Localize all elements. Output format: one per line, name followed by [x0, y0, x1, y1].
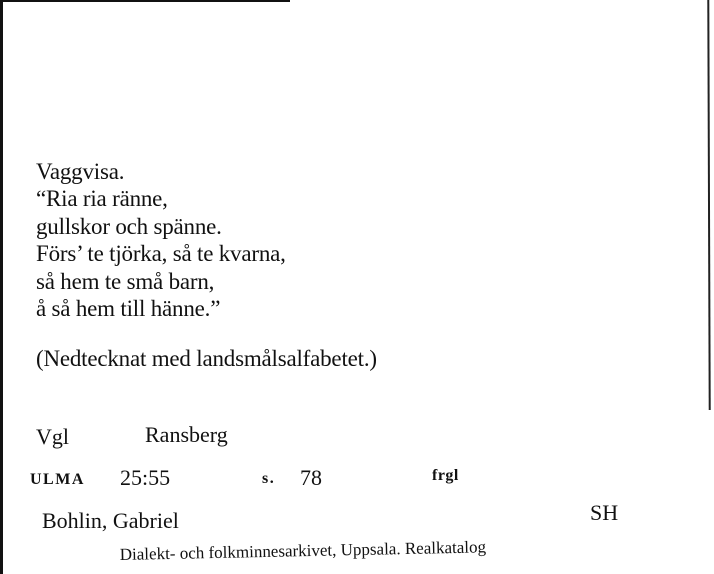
archive-number: 25:55	[120, 465, 171, 490]
page-number: 78	[300, 465, 322, 490]
poem-line: Förs’ te tjörka, så te kvarna,	[36, 241, 286, 267]
poem-line: “Ria ria ränne,	[36, 186, 168, 212]
initials: SH	[590, 500, 619, 525]
poem-block	[36, 158, 286, 322]
scan-border-left	[0, 0, 3, 574]
poem-line: å så hem till hänne.”	[36, 296, 221, 322]
transcription-note: (Nedtecknat med landsmålsalfabetet.)	[36, 346, 377, 371]
scan-border-top	[0, 0, 290, 2]
collector-name: Bohlin, Gabriel	[42, 508, 179, 533]
scan-border-right	[707, 0, 710, 410]
page-label: s.	[262, 470, 276, 487]
place-name: Ransberg	[145, 422, 228, 447]
archive-code: ULMA	[30, 471, 85, 488]
poem-title: Vaggvisa.	[36, 159, 125, 184]
poem-line: gullskor och spänne.	[36, 213, 222, 239]
type-code: frgl	[432, 467, 459, 484]
poem-line: så hem te små barn,	[36, 268, 215, 294]
category-code: Vgl	[36, 424, 69, 449]
archive-footer: Dialekt- och folkminnesarkivet, Uppsala. Realkatalog	[119, 537, 487, 565]
